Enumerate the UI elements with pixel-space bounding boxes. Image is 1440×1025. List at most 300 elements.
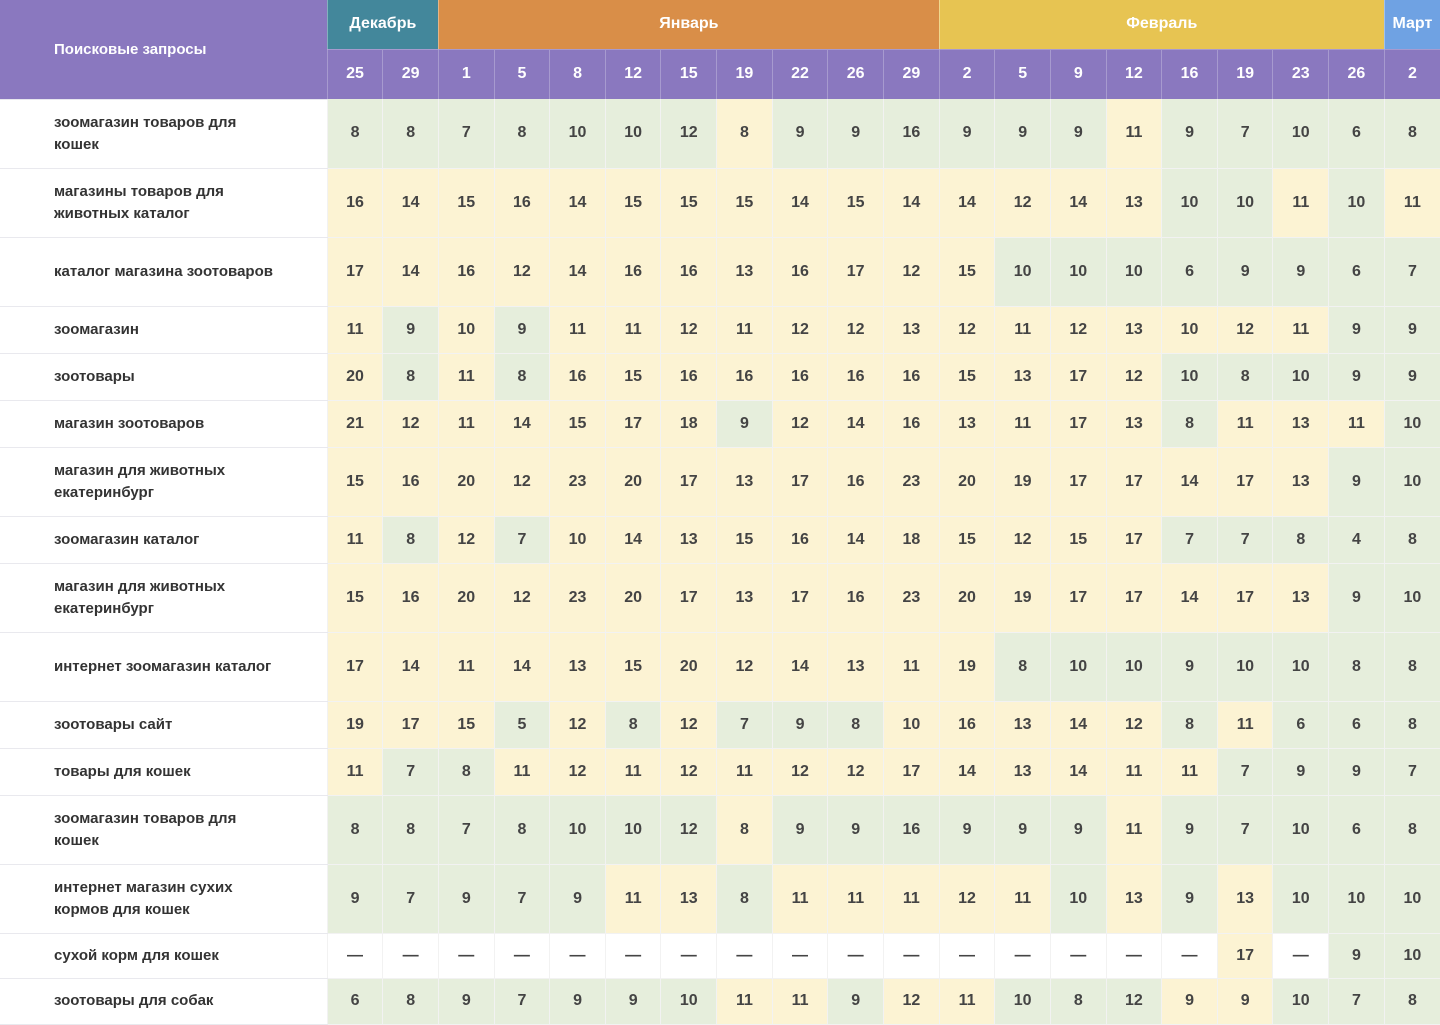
day-header[interactable]: 29 bbox=[883, 49, 939, 99]
value-cell: 14 bbox=[939, 748, 995, 795]
day-header[interactable]: 25 bbox=[327, 49, 383, 99]
value-cell: 9 bbox=[1329, 447, 1385, 516]
table-row bbox=[0, 933, 1440, 978]
value-cell: — bbox=[995, 933, 1051, 978]
value-cell: 7 bbox=[1217, 748, 1273, 795]
value-cell: 13 bbox=[1106, 864, 1162, 933]
value-cell: 14 bbox=[828, 516, 884, 563]
value-cell: 12 bbox=[772, 400, 828, 447]
value-cell: 11 bbox=[438, 632, 494, 701]
value-cell: 6 bbox=[1329, 701, 1385, 748]
value-cell: 12 bbox=[772, 306, 828, 353]
value-cell: 7 bbox=[1217, 795, 1273, 864]
value-cell: 16 bbox=[828, 563, 884, 632]
value-cell: 9 bbox=[438, 864, 494, 933]
value-cell: — bbox=[605, 933, 661, 978]
value-cell: 13 bbox=[717, 237, 773, 306]
value-cell: 12 bbox=[1106, 353, 1162, 400]
value-cell: 15 bbox=[939, 353, 995, 400]
value-cell: 8 bbox=[438, 748, 494, 795]
value-cell: 12 bbox=[883, 237, 939, 306]
value-cell: 17 bbox=[661, 447, 717, 516]
value-cell: 7 bbox=[438, 99, 494, 168]
value-cell: 9 bbox=[1162, 864, 1218, 933]
value-cell: 18 bbox=[661, 400, 717, 447]
value-cell: 9 bbox=[383, 306, 439, 353]
value-cell: 16 bbox=[772, 237, 828, 306]
value-cell: 8 bbox=[717, 864, 773, 933]
value-cell: 8 bbox=[383, 978, 439, 1024]
value-cell: 20 bbox=[605, 563, 661, 632]
value-cell: 9 bbox=[1329, 748, 1385, 795]
value-cell: 12 bbox=[550, 748, 606, 795]
month-header[interactable]: Январь bbox=[438, 0, 939, 49]
value-cell: 11 bbox=[1273, 168, 1329, 237]
value-cell: 19 bbox=[939, 632, 995, 701]
month-header[interactable]: Март bbox=[1384, 0, 1440, 49]
query-label: товары для кошек bbox=[0, 748, 327, 795]
value-cell: 17 bbox=[1050, 447, 1106, 516]
value-cell: 11 bbox=[883, 632, 939, 701]
value-cell: 12 bbox=[661, 748, 717, 795]
value-cell: 9 bbox=[1329, 353, 1385, 400]
value-cell: — bbox=[494, 933, 550, 978]
value-cell: 9 bbox=[550, 864, 606, 933]
value-cell: 11 bbox=[605, 864, 661, 933]
value-cell: 10 bbox=[995, 237, 1051, 306]
value-cell: 12 bbox=[383, 400, 439, 447]
value-cell: 7 bbox=[1162, 516, 1218, 563]
value-cell: 8 bbox=[1384, 632, 1440, 701]
value-cell: 9 bbox=[828, 978, 884, 1024]
value-cell: 13 bbox=[995, 353, 1051, 400]
value-cell: 10 bbox=[1384, 563, 1440, 632]
value-cell: 20 bbox=[661, 632, 717, 701]
value-cell: 8 bbox=[383, 516, 439, 563]
value-cell: 8 bbox=[1162, 400, 1218, 447]
value-cell: 8 bbox=[1329, 632, 1385, 701]
day-header[interactable]: 12 bbox=[1106, 49, 1162, 99]
value-cell: 6 bbox=[1273, 701, 1329, 748]
value-cell: 18 bbox=[883, 516, 939, 563]
value-cell: 14 bbox=[772, 168, 828, 237]
query-label: магазин для животных екатеринбург bbox=[0, 447, 327, 516]
value-cell: 11 bbox=[772, 864, 828, 933]
value-cell: 7 bbox=[1217, 99, 1273, 168]
value-cell: 17 bbox=[327, 632, 383, 701]
value-cell: — bbox=[1162, 933, 1218, 978]
day-header[interactable]: 5 bbox=[494, 49, 550, 99]
value-cell: 11 bbox=[1329, 400, 1385, 447]
value-cell: 8 bbox=[717, 99, 773, 168]
value-cell: 10 bbox=[1329, 864, 1385, 933]
query-label: сухой корм для кошек bbox=[0, 933, 327, 978]
query-label: зоомагазин товаров для кошек bbox=[0, 99, 327, 168]
value-cell: 6 bbox=[1329, 237, 1385, 306]
value-cell: 10 bbox=[1050, 237, 1106, 306]
value-cell: 10 bbox=[1162, 306, 1218, 353]
value-cell: — bbox=[383, 933, 439, 978]
day-header[interactable]: 8 bbox=[550, 49, 606, 99]
value-cell: 20 bbox=[939, 563, 995, 632]
value-cell: 14 bbox=[494, 632, 550, 701]
value-cell: 16 bbox=[772, 353, 828, 400]
value-cell: 13 bbox=[661, 864, 717, 933]
value-cell: 14 bbox=[383, 237, 439, 306]
value-cell: 14 bbox=[383, 168, 439, 237]
value-cell: 10 bbox=[1384, 864, 1440, 933]
value-cell: 16 bbox=[939, 701, 995, 748]
value-cell: 16 bbox=[717, 353, 773, 400]
value-cell: — bbox=[661, 933, 717, 978]
value-cell: 12 bbox=[883, 978, 939, 1024]
value-cell: 10 bbox=[605, 99, 661, 168]
value-cell: 8 bbox=[494, 353, 550, 400]
value-cell: 14 bbox=[939, 168, 995, 237]
value-cell: 15 bbox=[550, 400, 606, 447]
query-label: магазин для животных екатеринбург bbox=[0, 563, 327, 632]
value-cell: 11 bbox=[717, 978, 773, 1024]
value-cell: 11 bbox=[605, 748, 661, 795]
value-cell: 10 bbox=[1273, 978, 1329, 1024]
value-cell: 8 bbox=[605, 701, 661, 748]
table-row bbox=[0, 701, 1440, 748]
value-cell: 12 bbox=[1217, 306, 1273, 353]
value-cell: 9 bbox=[1217, 237, 1273, 306]
value-cell: 11 bbox=[438, 400, 494, 447]
value-cell: 11 bbox=[995, 864, 1051, 933]
value-cell: 16 bbox=[772, 516, 828, 563]
value-cell: 8 bbox=[494, 795, 550, 864]
query-label: зоомагазин товаров для кошек bbox=[0, 795, 327, 864]
day-header[interactable]: 29 bbox=[383, 49, 439, 99]
value-cell: 13 bbox=[717, 447, 773, 516]
value-cell: 11 bbox=[1273, 306, 1329, 353]
month-header[interactable]: Декабрь bbox=[327, 0, 438, 49]
value-cell: 8 bbox=[1384, 701, 1440, 748]
value-cell: 8 bbox=[1273, 516, 1329, 563]
query-label: магазин зоотоваров bbox=[0, 400, 327, 447]
value-cell: 12 bbox=[661, 99, 717, 168]
value-cell: 8 bbox=[1384, 978, 1440, 1024]
value-cell: 8 bbox=[383, 99, 439, 168]
value-cell: 17 bbox=[1050, 400, 1106, 447]
table-row bbox=[0, 447, 1440, 516]
table-row bbox=[0, 99, 1440, 168]
query-label: зоотовары bbox=[0, 353, 327, 400]
value-cell: 9 bbox=[1384, 306, 1440, 353]
value-cell: 13 bbox=[1273, 400, 1329, 447]
query-label: зоотовары для собак bbox=[0, 978, 327, 1024]
month-header[interactable]: Февраль bbox=[939, 0, 1384, 49]
value-cell: 14 bbox=[1050, 701, 1106, 748]
day-header[interactable]: 19 bbox=[717, 49, 773, 99]
table-row bbox=[0, 400, 1440, 447]
day-header[interactable]: 2 bbox=[939, 49, 995, 99]
value-cell: 9 bbox=[1273, 748, 1329, 795]
value-cell: 8 bbox=[828, 701, 884, 748]
value-cell: 8 bbox=[327, 795, 383, 864]
value-cell: 15 bbox=[828, 168, 884, 237]
value-cell: 16 bbox=[383, 563, 439, 632]
value-cell: 9 bbox=[828, 99, 884, 168]
value-cell: — bbox=[1050, 933, 1106, 978]
query-column-header[interactable]: Поисковые запросы bbox=[0, 0, 327, 99]
value-cell: 14 bbox=[1050, 168, 1106, 237]
value-cell: 10 bbox=[1273, 353, 1329, 400]
value-cell: 9 bbox=[1162, 978, 1218, 1024]
value-cell: 17 bbox=[828, 237, 884, 306]
value-cell: 10 bbox=[1217, 168, 1273, 237]
value-cell: 19 bbox=[995, 563, 1051, 632]
value-cell: 11 bbox=[772, 978, 828, 1024]
table-row bbox=[0, 632, 1440, 701]
value-cell: 20 bbox=[605, 447, 661, 516]
value-cell: 11 bbox=[828, 864, 884, 933]
value-cell: 16 bbox=[605, 237, 661, 306]
value-cell: 15 bbox=[327, 447, 383, 516]
value-cell: 7 bbox=[383, 748, 439, 795]
value-cell: 12 bbox=[1106, 701, 1162, 748]
value-cell: 10 bbox=[883, 701, 939, 748]
value-cell: 12 bbox=[939, 864, 995, 933]
table-row bbox=[0, 353, 1440, 400]
value-cell: 14 bbox=[1162, 563, 1218, 632]
day-header[interactable]: 19 bbox=[1217, 49, 1273, 99]
value-cell: 11 bbox=[494, 748, 550, 795]
value-cell: 16 bbox=[883, 400, 939, 447]
value-cell: 12 bbox=[494, 563, 550, 632]
value-cell: 15 bbox=[1050, 516, 1106, 563]
query-label: интернет магазин сухих кормов для кошек bbox=[0, 864, 327, 933]
value-cell: 13 bbox=[717, 563, 773, 632]
day-header[interactable]: 26 bbox=[828, 49, 884, 99]
value-cell: 17 bbox=[605, 400, 661, 447]
value-cell: — bbox=[939, 933, 995, 978]
value-cell: 20 bbox=[327, 353, 383, 400]
value-cell: 15 bbox=[939, 516, 995, 563]
day-header[interactable]: 26 bbox=[1329, 49, 1385, 99]
value-cell: 13 bbox=[883, 306, 939, 353]
value-cell: — bbox=[1273, 933, 1329, 978]
value-cell: — bbox=[438, 933, 494, 978]
value-cell: 11 bbox=[717, 748, 773, 795]
value-cell: 9 bbox=[1329, 933, 1385, 978]
table-row bbox=[0, 748, 1440, 795]
value-cell: 13 bbox=[1106, 168, 1162, 237]
value-cell: 10 bbox=[1217, 632, 1273, 701]
value-cell: 16 bbox=[327, 168, 383, 237]
value-cell: 19 bbox=[995, 447, 1051, 516]
day-header[interactable]: 22 bbox=[772, 49, 828, 99]
day-header[interactable]: 2 bbox=[1384, 49, 1440, 99]
value-cell: 16 bbox=[438, 237, 494, 306]
value-cell: 12 bbox=[550, 701, 606, 748]
value-cell: 17 bbox=[1217, 933, 1273, 978]
value-cell: 4 bbox=[1329, 516, 1385, 563]
value-cell: 10 bbox=[1273, 795, 1329, 864]
day-header[interactable]: 5 bbox=[995, 49, 1051, 99]
value-cell: 17 bbox=[383, 701, 439, 748]
value-cell: 11 bbox=[883, 864, 939, 933]
day-header[interactable]: 15 bbox=[661, 49, 717, 99]
query-label: зоотовары сайт bbox=[0, 701, 327, 748]
value-cell: 21 bbox=[327, 400, 383, 447]
table-row bbox=[0, 237, 1440, 306]
value-cell: 11 bbox=[550, 306, 606, 353]
value-cell: 7 bbox=[1384, 237, 1440, 306]
value-cell: 10 bbox=[1106, 632, 1162, 701]
value-cell: 14 bbox=[550, 237, 606, 306]
value-cell: 11 bbox=[1106, 99, 1162, 168]
value-cell: 12 bbox=[494, 237, 550, 306]
value-cell: 17 bbox=[883, 748, 939, 795]
day-header[interactable]: 23 bbox=[1273, 49, 1329, 99]
value-cell: 10 bbox=[550, 516, 606, 563]
value-cell: 6 bbox=[1162, 237, 1218, 306]
value-cell: 7 bbox=[717, 701, 773, 748]
day-header[interactable]: 12 bbox=[605, 49, 661, 99]
value-cell: 6 bbox=[1329, 795, 1385, 864]
value-cell: 9 bbox=[1050, 795, 1106, 864]
value-cell: 11 bbox=[1384, 168, 1440, 237]
day-header[interactable]: 9 bbox=[1050, 49, 1106, 99]
value-cell: 13 bbox=[995, 701, 1051, 748]
value-cell: 12 bbox=[772, 748, 828, 795]
value-cell: 14 bbox=[494, 400, 550, 447]
value-cell: 15 bbox=[717, 516, 773, 563]
value-cell: 14 bbox=[828, 400, 884, 447]
value-cell: 9 bbox=[995, 795, 1051, 864]
value-cell: 10 bbox=[550, 99, 606, 168]
value-cell: 12 bbox=[438, 516, 494, 563]
value-cell: 16 bbox=[828, 353, 884, 400]
value-cell: 13 bbox=[828, 632, 884, 701]
value-cell: 10 bbox=[1162, 353, 1218, 400]
value-cell: 15 bbox=[661, 168, 717, 237]
value-cell: 15 bbox=[605, 168, 661, 237]
value-cell: 23 bbox=[550, 447, 606, 516]
value-cell: 12 bbox=[995, 168, 1051, 237]
value-cell: 11 bbox=[327, 516, 383, 563]
value-cell: 14 bbox=[550, 168, 606, 237]
value-cell: 11 bbox=[1106, 748, 1162, 795]
table-row bbox=[0, 306, 1440, 353]
table-row bbox=[0, 516, 1440, 563]
value-cell: 8 bbox=[1162, 701, 1218, 748]
value-cell: 9 bbox=[1273, 237, 1329, 306]
day-header[interactable]: 16 bbox=[1162, 49, 1218, 99]
value-cell: 9 bbox=[1329, 306, 1385, 353]
value-cell: 8 bbox=[717, 795, 773, 864]
query-label: каталог магазина зоотоваров bbox=[0, 237, 327, 306]
value-cell: 9 bbox=[438, 978, 494, 1024]
value-cell: 11 bbox=[1162, 748, 1218, 795]
value-cell: 14 bbox=[1050, 748, 1106, 795]
value-cell: 16 bbox=[828, 447, 884, 516]
value-cell: 16 bbox=[383, 447, 439, 516]
value-cell: 7 bbox=[494, 864, 550, 933]
value-cell: 8 bbox=[383, 795, 439, 864]
value-cell: 10 bbox=[1384, 400, 1440, 447]
value-cell: 15 bbox=[605, 353, 661, 400]
value-cell: 7 bbox=[1329, 978, 1385, 1024]
value-cell: 8 bbox=[1384, 99, 1440, 168]
value-cell: 11 bbox=[1106, 795, 1162, 864]
value-cell: 9 bbox=[1329, 563, 1385, 632]
value-cell: 17 bbox=[772, 447, 828, 516]
value-cell: 10 bbox=[1384, 933, 1440, 978]
value-cell: 9 bbox=[1217, 978, 1273, 1024]
value-cell: 13 bbox=[1217, 864, 1273, 933]
value-cell: 10 bbox=[661, 978, 717, 1024]
value-cell: 7 bbox=[494, 978, 550, 1024]
value-cell: 17 bbox=[327, 237, 383, 306]
value-cell: 8 bbox=[1217, 353, 1273, 400]
value-cell: 16 bbox=[883, 795, 939, 864]
value-cell: 20 bbox=[939, 447, 995, 516]
value-cell: 12 bbox=[717, 632, 773, 701]
value-cell: — bbox=[828, 933, 884, 978]
month-header-row bbox=[0, 0, 1440, 49]
value-cell: 13 bbox=[1106, 400, 1162, 447]
value-cell: — bbox=[1106, 933, 1162, 978]
table-row bbox=[0, 563, 1440, 632]
value-cell: 7 bbox=[438, 795, 494, 864]
value-cell: 11 bbox=[438, 353, 494, 400]
value-cell: 11 bbox=[995, 400, 1051, 447]
value-cell: 17 bbox=[1106, 516, 1162, 563]
value-cell: 9 bbox=[1050, 99, 1106, 168]
value-cell: 9 bbox=[605, 978, 661, 1024]
value-cell: 13 bbox=[1106, 306, 1162, 353]
value-cell: 13 bbox=[995, 748, 1051, 795]
query-label: интернет зоомагазин каталог bbox=[0, 632, 327, 701]
table-row bbox=[0, 168, 1440, 237]
value-cell: 13 bbox=[939, 400, 995, 447]
value-cell: 9 bbox=[772, 701, 828, 748]
value-cell: 12 bbox=[995, 516, 1051, 563]
value-cell: — bbox=[772, 933, 828, 978]
value-cell: 9 bbox=[717, 400, 773, 447]
value-cell: 12 bbox=[494, 447, 550, 516]
value-cell: 12 bbox=[1106, 978, 1162, 1024]
value-cell: 9 bbox=[772, 795, 828, 864]
value-cell: 14 bbox=[383, 632, 439, 701]
value-cell: 9 bbox=[772, 99, 828, 168]
value-cell: 10 bbox=[1106, 237, 1162, 306]
value-cell: 20 bbox=[438, 447, 494, 516]
value-cell: 10 bbox=[1384, 447, 1440, 516]
value-cell: 9 bbox=[494, 306, 550, 353]
query-label: зоомагазин bbox=[0, 306, 327, 353]
value-cell: 10 bbox=[1273, 99, 1329, 168]
value-cell: 17 bbox=[1050, 353, 1106, 400]
value-cell: 8 bbox=[494, 99, 550, 168]
table-row bbox=[0, 795, 1440, 864]
value-cell: 10 bbox=[1273, 864, 1329, 933]
value-cell: 9 bbox=[1162, 795, 1218, 864]
value-cell: 11 bbox=[995, 306, 1051, 353]
value-cell: 10 bbox=[438, 306, 494, 353]
day-header[interactable]: 1 bbox=[438, 49, 494, 99]
value-cell: — bbox=[883, 933, 939, 978]
value-cell: 10 bbox=[550, 795, 606, 864]
value-cell: 17 bbox=[1217, 563, 1273, 632]
value-cell: 8 bbox=[1384, 795, 1440, 864]
value-cell: 9 bbox=[995, 99, 1051, 168]
value-cell: 9 bbox=[828, 795, 884, 864]
